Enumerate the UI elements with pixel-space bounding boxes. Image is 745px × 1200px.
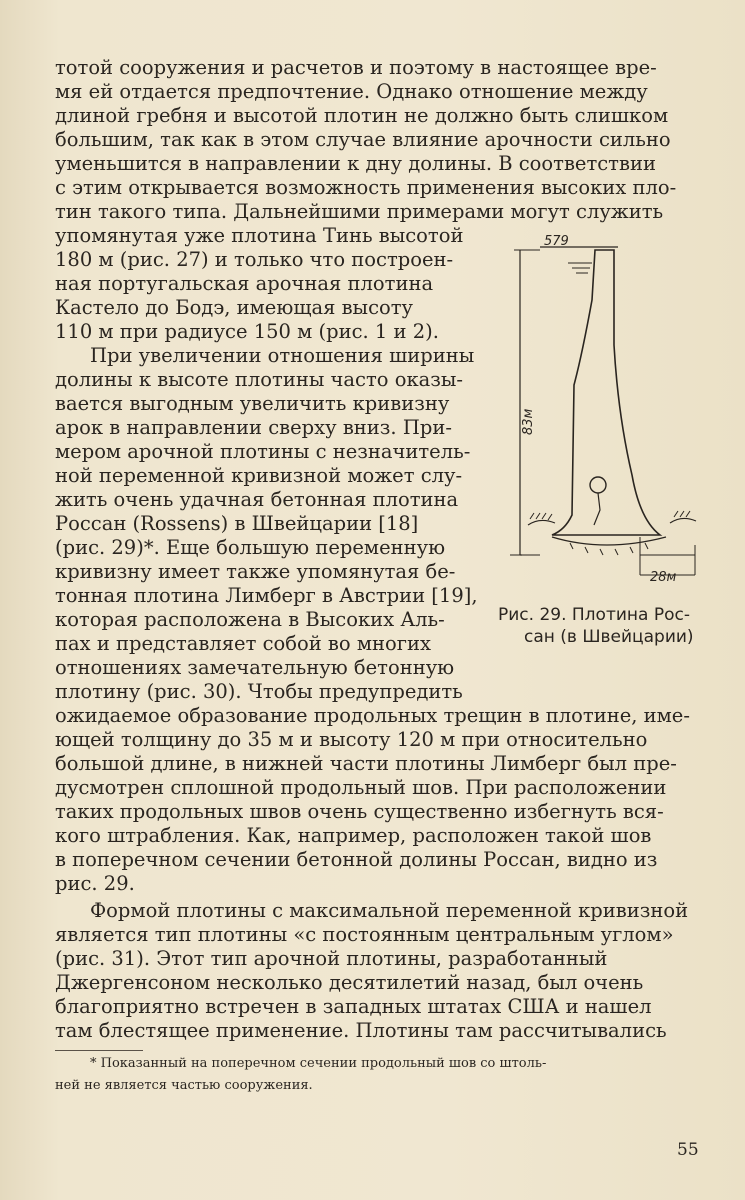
footnote-divider [55, 1050, 143, 1051]
figure-caption [498, 604, 694, 648]
text-line: При увеличении отношения ширины [90, 344, 475, 367]
text-line: Кастело до Бодэ, имеющая высоту [55, 296, 413, 319]
text-line: в поперечном сечении бетонной долины Россан, видно из [55, 848, 658, 871]
footnote-line: * Показанный на поперечном сечении продольный шов со штоль- [90, 1056, 547, 1071]
text-line: Джергенсоном несколько десятилетий назад, был очень [55, 971, 644, 994]
text-line: 180 м (рис. 27) и только что построен- [55, 248, 454, 271]
text-line: (рис. 29)*. Еще большую переменную [55, 536, 446, 559]
text-line: долины к высоте плотины часто оказы- [55, 368, 464, 391]
height-label: 83м [521, 408, 536, 435]
text-line: ная португальская арочная плотина [55, 272, 434, 295]
dam-cross-section-figure [510, 235, 710, 610]
text-line: длиной гребня и высотой плотин не должно быть слишком [55, 104, 669, 127]
text-line: рис. 29. [55, 872, 135, 895]
text-line: арок в направлении сверху вниз. При- [55, 416, 452, 439]
text-line: плотину (рис. 30). Чтобы предупредить [55, 680, 463, 703]
base-width-label: 28м [650, 570, 677, 585]
text-line: дусмотрен сплошной продольный шов. При расположении [55, 776, 667, 799]
text-line: кого штрабления. Как, например, расположен такой шов [55, 824, 652, 847]
text-line: тотой сооружения и расчетов и поэтому в настоящее вре- [55, 56, 657, 79]
text-line: вается выгодным увеличить кривизну [55, 392, 450, 415]
text-line: там блестящее применение. Плотины там рассчитывались [55, 1019, 667, 1042]
text-line: упомянутая уже плотина Тинь высотой [55, 224, 464, 247]
text-line: с этим открывается возможность применения высоких пло- [55, 176, 677, 199]
text-line: кривизну имеет также упомянутая бе- [55, 560, 456, 583]
text-line: тин такого типа. Дальнейшими примерами могут служить [55, 200, 664, 223]
text-line: жить очень удачная бетонная плотина [55, 488, 459, 511]
text-line: мя ей отдается предпочтение. Однако отношение между [55, 80, 648, 103]
text-line: ющей толщину до 35 м и высоту 120 м при относительно [55, 728, 648, 751]
text-line: благоприятно встречен в западных штатах США и нашел [55, 995, 652, 1018]
text-line: Формой плотины с максимальной переменной кривизной [90, 899, 689, 922]
text-line: (рис. 31). Этот тип арочной плотины, разработанный [55, 947, 608, 970]
caption-line: сан (в Швейцарии) [524, 627, 694, 647]
caption-line: Рис. 29. Плотина Рос- [498, 605, 690, 625]
footnote-line: ней не является частью сооружения. [55, 1078, 313, 1093]
text-line: тонная плотина Лимберг в Австрии [19], [55, 584, 478, 607]
text-line: уменьшится в направлении к дну долины. В соответствии [55, 152, 656, 175]
text-line: большим, так как в этом случае влияние арочности сильно [55, 128, 671, 151]
text-line: таких продольных швов очень существенно избегнуть вся- [55, 800, 664, 823]
text-line: которая расположена в Высоких Аль- [55, 608, 445, 631]
text-line: является тип плотины «с постоянным центральным углом» [55, 923, 674, 946]
text-line: Россан (Rossens) в Швейцарии [18] [55, 512, 419, 535]
page-number: 55 [677, 1140, 699, 1160]
text-line: ной переменной кривизной может слу- [55, 464, 463, 487]
crest-width-label: 579 [544, 235, 569, 249]
text-line: ожидаемое образование продольных трещин в плотине, име- [55, 704, 690, 727]
text-line: мером арочной плотины с незначитель- [55, 440, 471, 463]
text-line: большой длине, в нижней части плотины Лимберг был пре- [55, 752, 677, 775]
text-line: пах и представляет собой во многих [55, 632, 431, 655]
text-line: 110 м при радиусе 150 м (рис. 1 и 2). [55, 320, 439, 343]
text-line: отношениях замечательную бетонную [55, 656, 455, 679]
